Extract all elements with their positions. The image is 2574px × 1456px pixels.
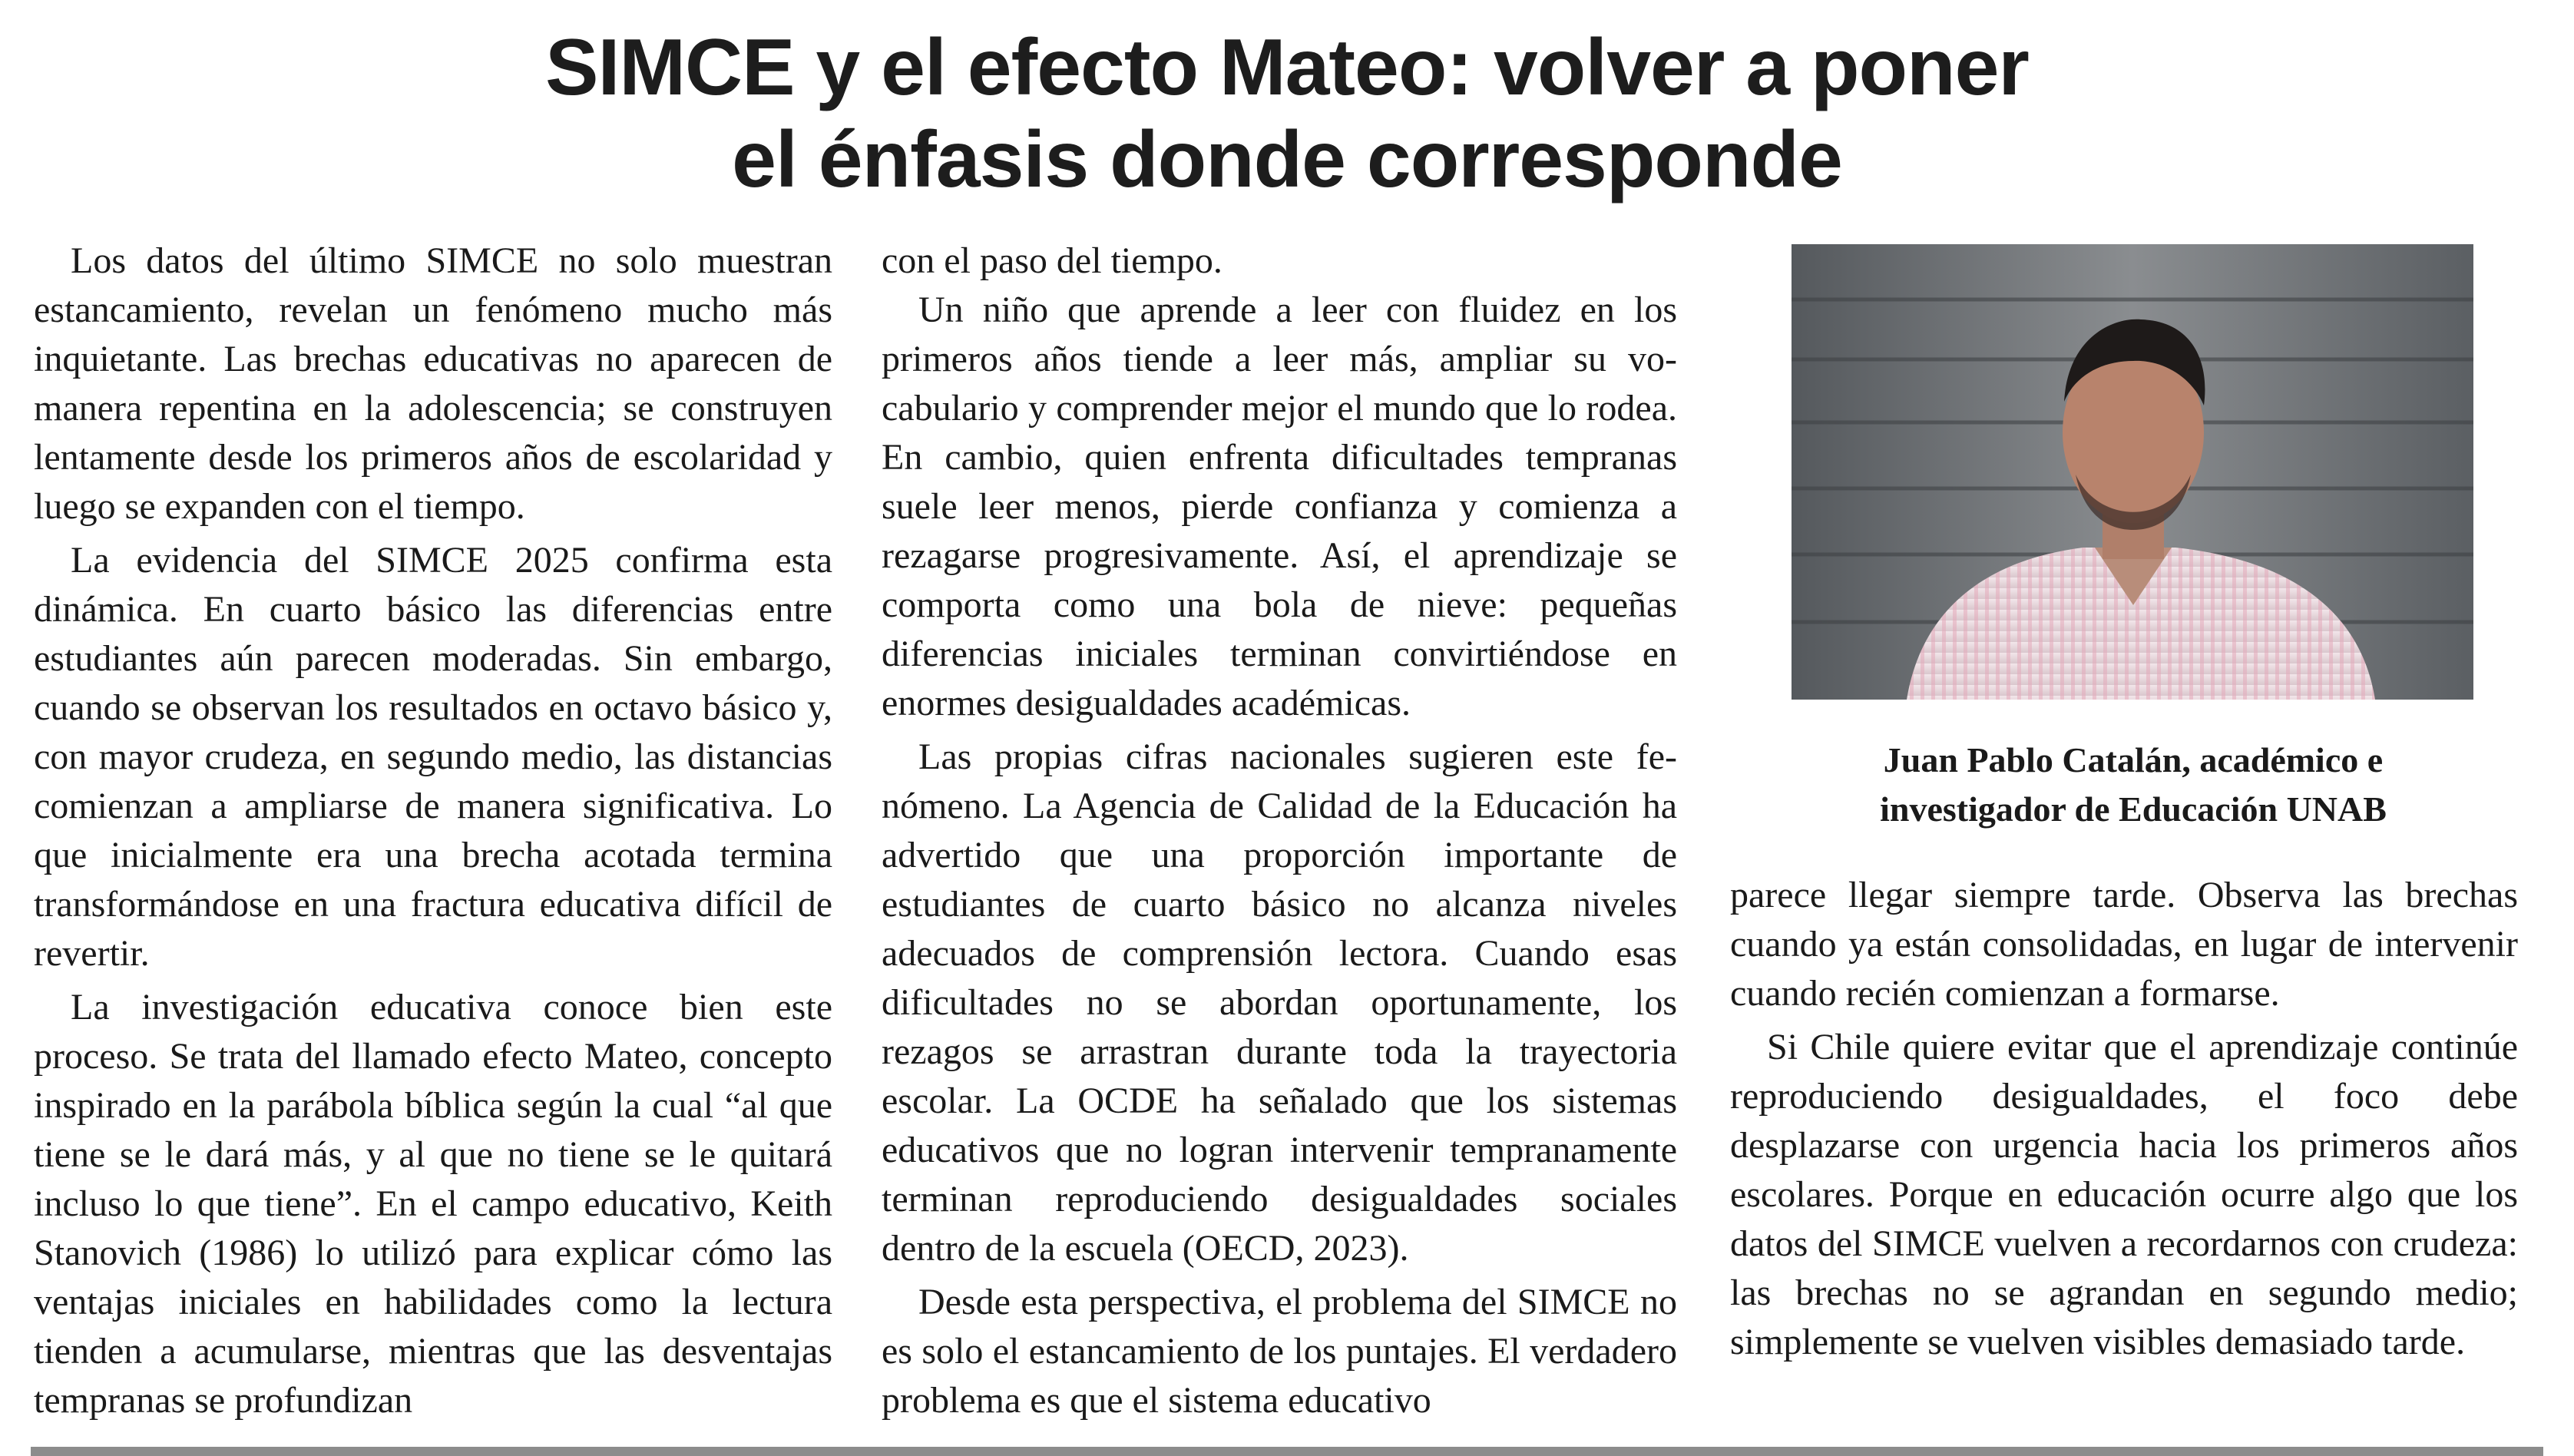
paragraph: Si Chile quiere evitar que el aprendizaje continúe reproduciendo desigualdades, el foco debe desplazarse con urgencia hacia los primeros años escolares. Porque en educación ocurre algo que los datos del SIMCE vuelven a recordarnos con crudeza: las brechas no se agrandan en segundo medio; simplemente se vuelven visibles demasiado tarde. [1730,1027,2518,1362]
paragraph: Los datos del último SIMCE no solo muestran estancamiento, revelan un fenómeno mucho más inquietante. Las brechas educativas no aparecen de manera repentina en la adolescencia; se construyen lentamente desde los primeros años de escolaridad y luego se expanden con el tiempo. [34,240,832,527]
article-column-1 [34,237,832,1425]
paragraph: Desde esta perspectiva, el problema del SIMCE no es solo el estancamiento de los puntajes. El verdadero problema es que el sistema educativo [882,1282,1677,1421]
photo-caption [1774,736,2493,834]
paragraph: Un niño que aprende a leer con fluidez en los primeros años tiende a leer más, ampliar su vocabulario y comprender mejor el mundo que lo rodea. En cambio, quien enfrenta dificultades tempranas suele leer menos, pierde confianza y comienza a rezagarse progresivamente. Así, el aprendizaje se comporta como una bola de nieve: pequeñas diferencias iniciales terminan convirtiéndose en enormes desigualdades académicas. [882,290,1677,723]
bottom-divider [31,1447,2543,1456]
paragraph: con el paso del tiempo. [882,240,1222,281]
article-headline [0,22,2574,206]
paragraph: La investigación educativa conoce bien este proceso. Se trata del llamado efecto Mateo, concepto inspirado en la parábola bíblica según la cual “al que tiene se le dará más, y al que no tiene se le quitará incluso lo que tiene”. En el campo educativo, Keith Stanovich (1986) lo utilizó para explicar cómo las ventajas iniciales en habilidades como la lectura tienden a acumularse, mientras que las desventajas tempranas se profundizan [34,987,832,1421]
caption-line-2: investigador de Educación UNAB [1880,789,2387,829]
article-column-3 [1730,871,2518,1367]
headline-line-1: SIMCE y el efecto Mateo: volver a poner [545,23,2029,112]
paragraph: parece llegar siempre tarde. Observa las brechas cuando ya están consolidadas, en lugar de intervenir cuando recién comienzan a formarse. [1730,875,2518,1014]
headline-line-2: el énfasis donde corresponde [732,115,1842,204]
caption-line-1: Juan Pablo Catalán, académico e [1883,740,2384,779]
paragraph: La evidencia del SIMCE 2025 confirma esta dinámica. En cuarto básico las diferencias entre estudiantes aún parecen moderadas. Sin embargo, cuando se observan los resultados en octavo básico y, con mayor crudeza, en segundo medio, las distancias comienzan a ampliarse de manera significativa. Lo que inicialmente era una brecha acotada termina transformándose en una fractura educativa difícil de revertir. [34,540,832,974]
paragraph: Las propias cifras nacionales sugieren este fenómeno. La Agencia de Calidad de la Educación ha advertido que una proporción importante de estudiantes de cuarto básico no alcanza niveles adecuados de comprensión lectora. Cuando esas dificultades no se abordan oportunamente, los rezagos se arrastran durante toda la trayectoria escolar. La OCDE ha señalado que los sistemas educativos que no logran intervenir tempranamente terminan reproduciendo desigualdades sociales dentro de la escuela (OECD, 2023). [882,736,1677,1269]
author-photo [1792,244,2473,700]
article-column-2 [882,237,1677,1425]
